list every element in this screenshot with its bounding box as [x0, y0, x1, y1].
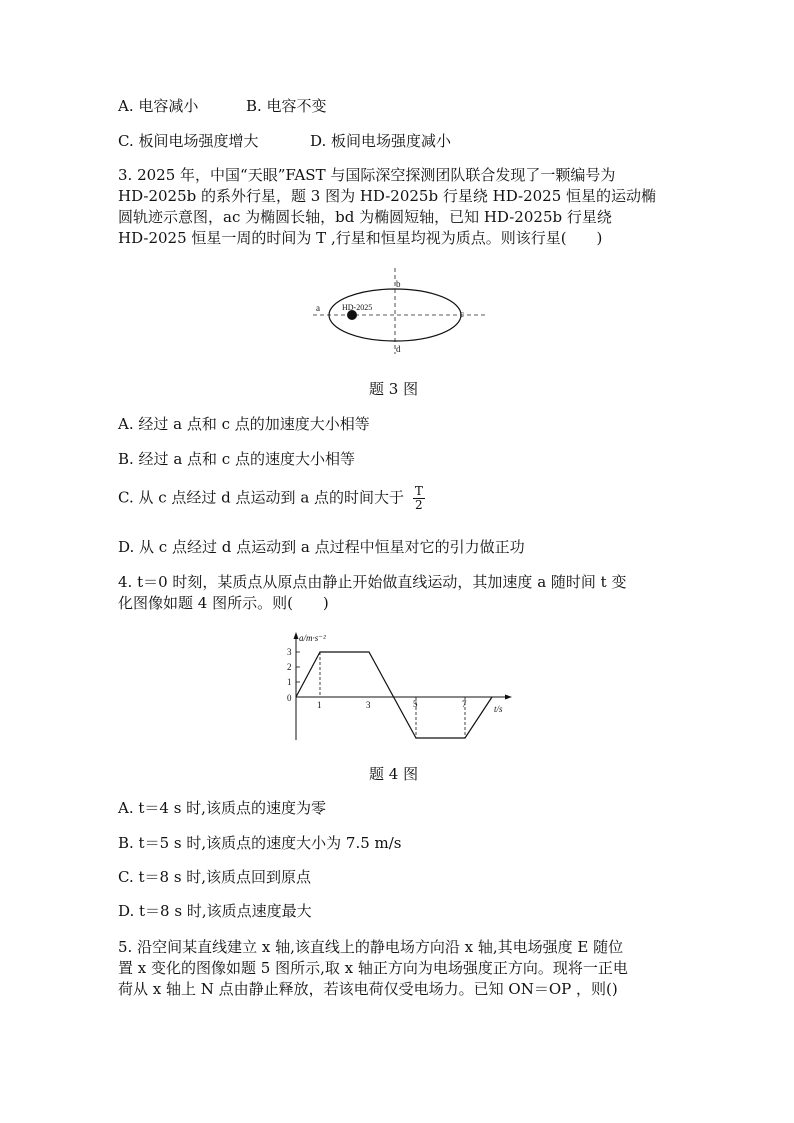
- point-d-label: d: [396, 344, 401, 354]
- x-axis-arrow: [505, 695, 512, 700]
- fraction-numerator: T: [414, 484, 423, 498]
- fraction-t-over-2: [413, 485, 425, 512]
- y-tick-3: 3: [287, 647, 292, 657]
- q3-option-c-text: C. 从 c 点经过 d 点运动到 a 点的时间大于: [118, 488, 405, 507]
- q2-option-d: D. 板间电场强度减小: [310, 132, 452, 150]
- x-tick-7: 7: [462, 699, 467, 709]
- q3-stem-line-4: HD-2025 恒星一周的时间为 T ,行星和恒星均视为质点。则该行星( ): [118, 229, 603, 247]
- figure-3-caption: 题 3 图: [369, 380, 419, 398]
- origin-label: 0: [287, 693, 292, 703]
- x-tick-1: 1: [317, 700, 322, 710]
- x-axis-label: t/s: [494, 704, 503, 714]
- q4-option-b: B. t＝5 s 时,该质点的速度大小为 7.5 m/s: [118, 834, 402, 852]
- q4-stem-line-1: 4. t＝0 时刻，某质点从原点由静止开始做直线运动，其加速度 a 随时间 t 变: [118, 573, 627, 591]
- q3-stem-line-3: 圆轨迹示意图，ac 为椭圆长轴，bd 为椭圆短轴，已知 HD-2025b 行星绕: [118, 208, 612, 226]
- q4-option-a: A. t＝4 s 时,该质点的速度为零: [118, 799, 326, 817]
- q5-stem-line-3: 荷从 x 轴上 N 点由静止释放，若该电荷仅受电场力。已知 ON＝OP ，则(): [118, 980, 618, 998]
- q3-stem-line-2: HD-2025b 的系外行星，题 3 图为 HD-2025b 行星绕 HD-2025 恒星的运动椭: [118, 187, 657, 205]
- q4-option-c: C. t＝8 s 时,该质点回到原点: [118, 868, 312, 886]
- orbit-figure: [305, 264, 490, 356]
- figure-4-caption: 题 4 图: [369, 765, 419, 783]
- y-axis-arrow: [294, 632, 299, 639]
- y-tick-2: 2: [287, 662, 292, 672]
- star-label: HD-2025: [342, 303, 373, 312]
- x-tick-5: 5: [413, 699, 418, 709]
- q5-stem-line-2: 置 x 变化的图像如题 5 图所示,取 x 轴正方向为电场强度正方向。现将一正电: [118, 959, 628, 977]
- acceleration-curve: [296, 652, 492, 738]
- point-b-label: b: [396, 279, 401, 289]
- x-tick-3: 3: [366, 700, 371, 710]
- q5-stem-line-1: 5. 沿空间某直线建立 x 轴,该直线上的静电场方向沿 x 轴,其电场强度 E 随位: [118, 938, 624, 956]
- point-c-label: c: [460, 309, 464, 319]
- q3-stem-line-1: 3. 2025 年，中国“天眼”FAST 与国际深空探测团队联合发现了一颗编号为: [118, 166, 616, 184]
- q3-option-c: [118, 485, 425, 512]
- q3-option-a: A. 经过 a 点和 c 点的加速度大小相等: [118, 415, 370, 433]
- q2-option-a: A. 电容减小: [118, 97, 199, 115]
- y-tick-1: 1: [287, 677, 292, 687]
- q4-option-d: D. t＝8 s 时,该质点速度最大: [118, 902, 312, 920]
- point-a-label: a: [316, 303, 320, 313]
- fraction-denominator: 2: [415, 498, 423, 512]
- q2-option-c: C. 板间电场强度增大: [118, 132, 259, 150]
- q4-stem-line-2: 化图像如题 4 图所示。则( ): [118, 594, 329, 612]
- acceleration-time-graph: [284, 630, 516, 745]
- q3-option-d: D. 从 c 点经过 d 点运动到 a 点过程中恒星对它的引力做正功: [118, 538, 525, 556]
- q2-option-b: B. 电容不变: [246, 97, 327, 115]
- q3-option-b: B. 经过 a 点和 c 点的速度大小相等: [118, 450, 355, 468]
- y-axis-label: a/m·s⁻²: [299, 633, 326, 643]
